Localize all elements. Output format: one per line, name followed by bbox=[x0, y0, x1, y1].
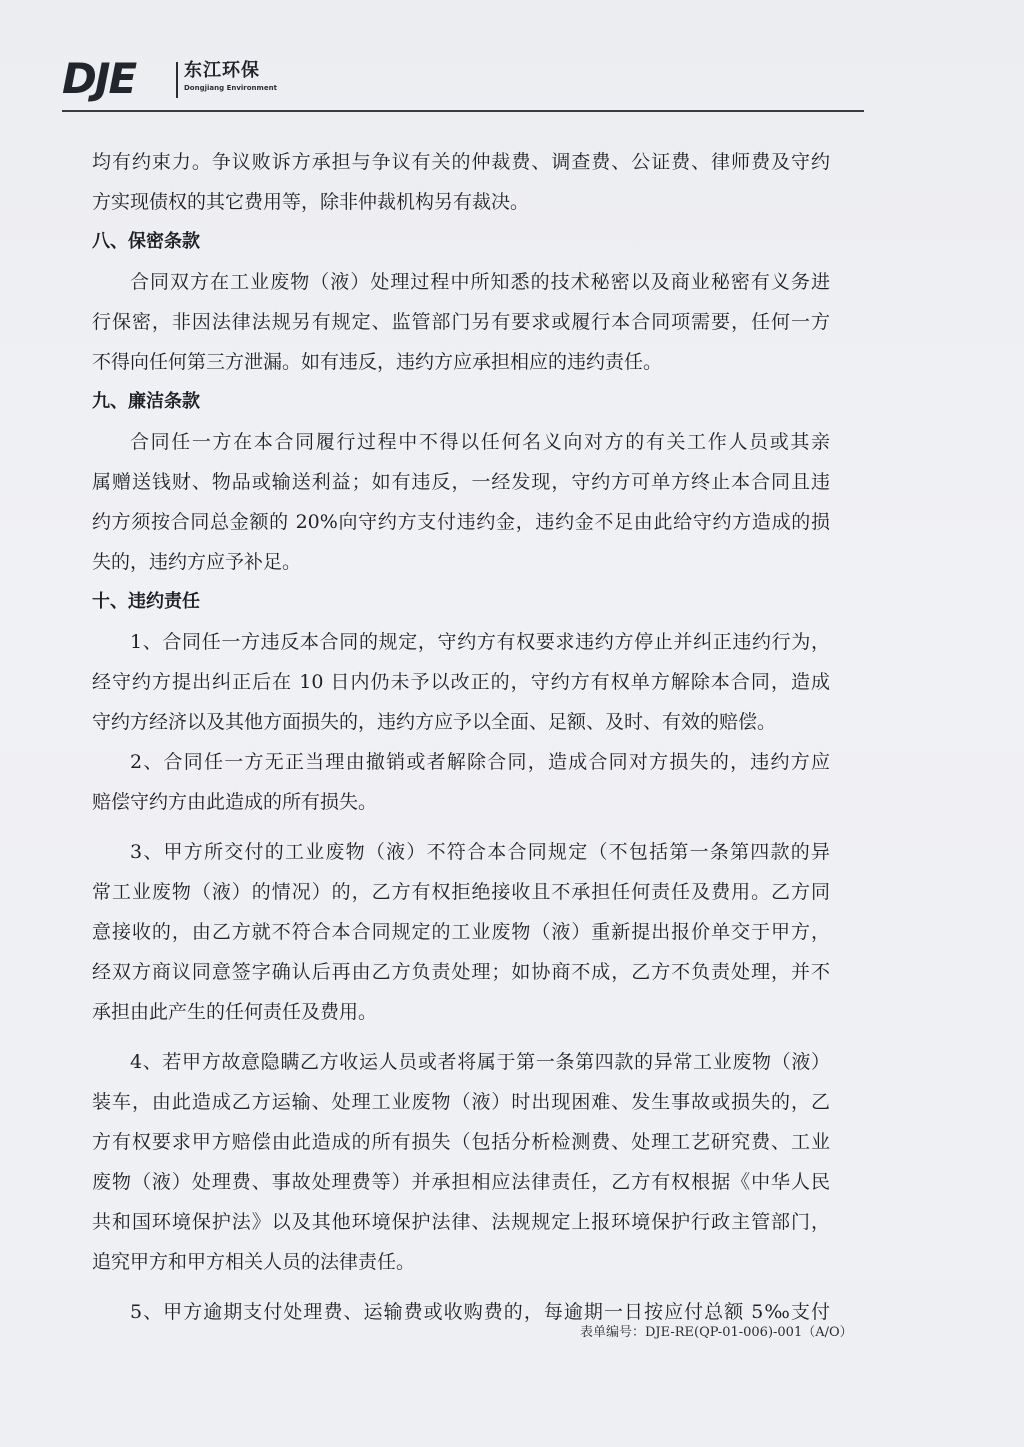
text-line: 均有约束力。争议败诉方承担与争议有关的仲裁费、调查费、公证费、律师费及守约 bbox=[92, 151, 830, 173]
text-line: 不得向任何第三方泄漏。如有违反，违约方应承担相应的违约责任。 bbox=[92, 351, 663, 373]
text-line: 方有权要求甲方赔偿由此造成的所有损失（包括分析检测费、处理工艺研究费、工业 bbox=[92, 1131, 830, 1153]
text-line: 经双方商议同意签字确认后再由乙方负责处理；如协商不成，乙方不负责处理，并不 bbox=[92, 961, 830, 983]
header-rule bbox=[62, 110, 864, 112]
text-line: 装车，由此造成乙方运输、处理工业废物（液）时出现困难、发生事故或损失的，乙 bbox=[92, 1091, 830, 1113]
paragraph-gap bbox=[92, 822, 830, 832]
text-line: 行保密，非因法律法规另有规定、监管部门另有要求或履行本合同项需要，任何一方 bbox=[92, 311, 830, 333]
text-line: 3、甲方所交付的工业废物（液）不符合本合同规定（不包括第一条第四款的异 bbox=[130, 841, 830, 863]
text-line: 意接收的，由乙方就不符合本合同规定的工业废物（液）重新提出报价单交于甲方， bbox=[92, 921, 830, 943]
text-line: 废物（液）处理费、事故处理费等）并承担相应法律责任，乙方有权根据《中华人民 bbox=[92, 1171, 830, 1193]
logo-divider bbox=[176, 62, 178, 98]
text-line: 经守约方提出纠正后在 10 日内仍未予以改正的，守约方有权单方解除本合同，造成 bbox=[92, 671, 830, 693]
text-line: 方实现债权的其它费用等，除非仲裁机构另有裁决。 bbox=[92, 191, 530, 213]
text-line: 约方须按合同总金额的 20%向守约方支付违约金，违约金不足由此给守约方造成的损 bbox=[92, 511, 830, 533]
text-line: 属赠送钱财、物品或输送利益；如有违反，一经发现，守约方可单方终止本合同且违 bbox=[92, 471, 830, 493]
text-line: 承担由此产生的任何责任及费用。 bbox=[92, 1001, 378, 1023]
company-logo-mark: DJE bbox=[62, 54, 136, 103]
text-line: 赔偿守约方由此造成的所有损失。 bbox=[92, 791, 378, 813]
text-line: 守约方经济以及其他方面损失的，违约方应予以全面、足额、及时、有效的赔偿。 bbox=[92, 711, 777, 733]
text-line: 追究甲方和甲方相关人员的法律责任。 bbox=[92, 1251, 416, 1273]
company-name-en: Dongjiang Environment bbox=[184, 84, 277, 92]
text-line: 失的，违约方应予补足。 bbox=[92, 551, 302, 573]
text-line: 1、合同任一方违反本合同的规定，守约方有权要求违约方停止并纠正违约行为， bbox=[130, 631, 830, 653]
section-heading-confidentiality: 八、保密条款 bbox=[92, 231, 200, 252]
text-line: 5、甲方逾期支付处理费、运输费或收购费的，每逾期一日按应付总额 5‰支付 bbox=[130, 1301, 830, 1323]
section-heading-integrity: 九、廉洁条款 bbox=[92, 391, 200, 412]
text-line: 2、合同任一方无正当理由撤销或者解除合同，造成合同对方损失的，违约方应 bbox=[130, 751, 830, 773]
text-line: 合同双方在工业废物（液）处理过程中所知悉的技术秘密以及商业秘密有义务进 bbox=[130, 271, 830, 293]
contract-body bbox=[92, 142, 830, 1332]
paragraph-gap bbox=[92, 1032, 830, 1042]
text-line: 合同任一方在本合同履行过程中不得以任何名义向对方的有关工作人员或其亲 bbox=[130, 431, 830, 453]
section-heading-liability: 十、违约责任 bbox=[92, 591, 200, 612]
company-name-cn: 东江环保 bbox=[184, 60, 260, 81]
letterhead bbox=[62, 52, 862, 112]
form-number: 表单编号：DJE-RE(QP-01-006)-001（A/O） bbox=[580, 1325, 853, 1340]
text-line: 4、若甲方故意隐瞒乙方收运人员或者将属于第一条第四款的异常工业废物（液） bbox=[130, 1051, 830, 1073]
text-line: 常工业废物（液）的情况）的，乙方有权拒绝接收且不承担任何责任及费用。乙方同 bbox=[92, 881, 830, 903]
paragraph-gap bbox=[92, 1282, 830, 1292]
text-line: 共和国环境保护法》以及其他环境保护法律、法规规定上报环境保护行政主管部门， bbox=[92, 1211, 830, 1233]
